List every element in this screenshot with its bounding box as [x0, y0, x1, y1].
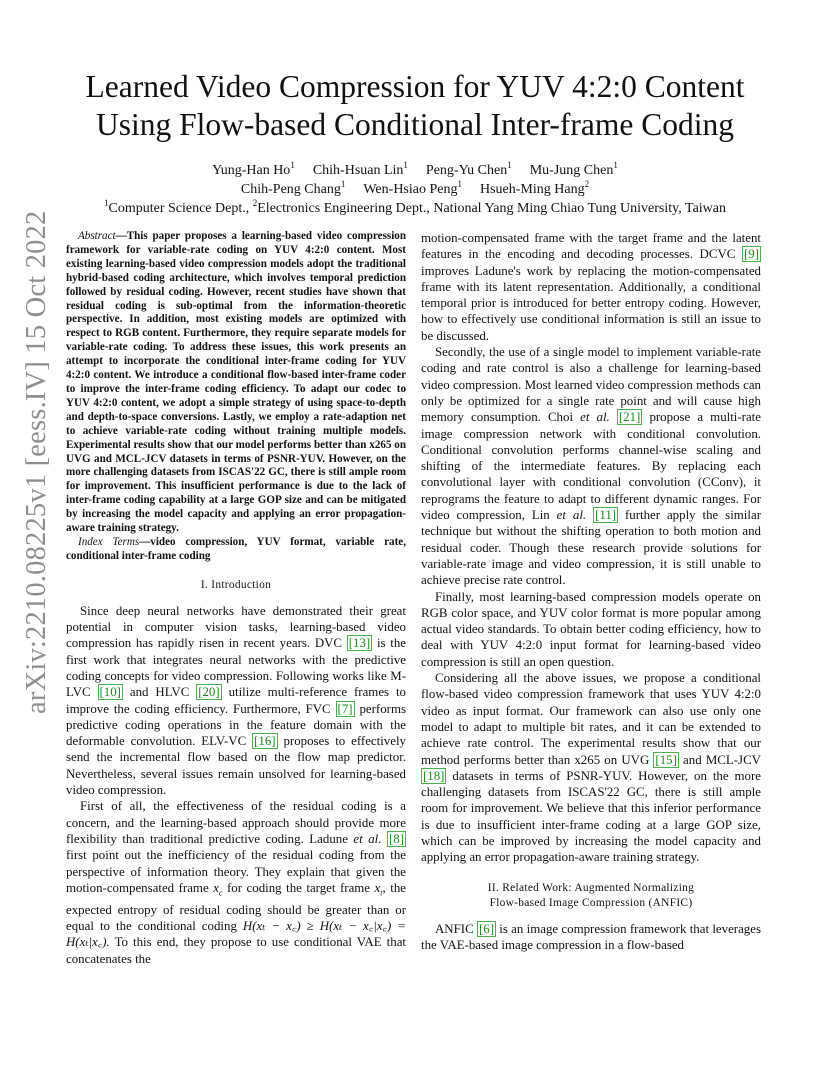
paragraph: Since deep neural networks have demonstrated their great potential in computer vision tasks, learning-based video compression has rapidly risen in recent years. DVC [13] is the first work that integrates neural networks with the predictive coding concepts for video compression. Following works like M-LVC [10] and HLVC [20] utilize multi-reference frames to improve the coding efficiency. Furthermore, FVC [7] performs predictive coding operations in the feature domain with the deformable convolution. ELV-VC [16] proposes to effectively send the incremental flow based on the flow map predictor. Nevertheless, several issues remain unsolved for learning-based video compression. [66, 603, 407, 798]
paper-title: Learned Video Compression for YUV 4:2:0 Content Using Flow-based Conditional Inter-frame Coding [85, 69, 745, 142]
paragraph: Considering all the above issues, we propose a conditional flow-based video compression framework that uses YUV 4:2:0 video as input format. Our framework can also use only one model to adapt to multiple bit rates, and it can be extended to achieve rate control. The experimental results show that our method performs better than x265 on UVG [15] and MCL-JCV [18] datasets in terms of PSNR-YUV. However, on the more challenging datasets from ISCAS'22 GC, there is still ample room for improvement. We believe that this inferior performance is due to insufficient inter-frame coding at a large GOP size, which can be improved by increasing the model capacity and applying an error propagation-aware training strategy. [421, 671, 761, 865]
author-name: Yung-Han Ho [212, 163, 291, 178]
paragraph: ANFIC [6] is an image compression framework that leverages the VAE-based image compression in a flow-based [421, 921, 761, 952]
citation-link[interactable]: [13] [348, 636, 371, 651]
citation-link[interactable]: [15] [655, 752, 677, 767]
right-column [421, 230, 761, 953]
author-name: Wen-Hsiao Peng [363, 182, 458, 197]
section-heading-introduction: I. Introduction [200, 578, 272, 591]
index-terms [66, 536, 406, 564]
math-xc: $x_c$ [213, 880, 223, 898]
affiliation-2: Electronics Engineering Dept., National Yang Ming Chiao Tung University, Taiwan [257, 201, 726, 216]
citation-link[interactable]: [11] [595, 508, 617, 523]
author-name: Chih-Hsuan Lin [312, 163, 404, 178]
affiliations: $^1$Computer Science Dept., $^2$Electronics Engineering Dept., National Yang Ming Chiao Tung University, Taiwan [104, 198, 726, 216]
paragraph: Finally, most learning-based compression models operate on RGB color space, and YUV color format is more popular among actual video standards. To obtain better coding efficiency, how to deal with YUV 4:2:0 input format for learning-based video compression is still an open question. [421, 589, 761, 669]
left-column [66, 230, 406, 967]
citation-link[interactable]: [7] [337, 701, 353, 716]
abstract-label: Abstract [78, 230, 116, 242]
index-terms-label: Index Terms [78, 535, 140, 548]
index-terms-text: —video compression, YUV format, variable rate, conditional inter-frame coding [66, 535, 406, 562]
abstract [66, 230, 406, 536]
author-name: Chih-Peng Chang [240, 182, 341, 197]
citation-link[interactable]: [20] [198, 685, 220, 700]
section-heading-related-work: II. Related Work: Augmented Normalizing Flow-based Image Compression (ANFIC) [487, 881, 695, 909]
equation: H(xₜ − x꜀) ≥ H(xₜ − x꜀|x꜀) = H(xₜ|x꜀). [66, 918, 406, 950]
author-name: Hsueh-Ming Hang [479, 182, 585, 197]
math-xt: $x_t$ [374, 880, 383, 898]
citation-link[interactable]: [6] [478, 921, 494, 936]
paragraph: First of all, the effectiveness of the residual coding is a concern, and the learning-based approach should provide more flexibility than traditional predictive coding. Ladune et al. [8] first point out the inefficiency of the residual coding from the perspective of information theory. They explain that given the motion-compensated frame $x_c$ for coding the target frame $x_t$, the expected entropy of residual coding should be greater than or equal to the conditional coding H(xₜ − x꜀) ≥ H(xₜ − x꜀|x꜀) = H(xₜ|x꜀). To this end, they propose to use conditional VAE that concatenates the [66, 799, 406, 966]
paragraph: Secondly, the use of a single model to implement variable-rate coding and rate control is also a challenge for learning-based video compression. Most learned video compression methods can only be optimized for a single rate point and will cause high memory consumption. Choi et al. [21] propose a multi-rate image compression network with conditional convolution. Conditional convolution performs channel-wise scaling and shifting of the intermediate features. By replacing each convolutional layer with conditional convolution (CConv), it reprograms the feature to adapt to different dynamic ranges. For video compression, Lin et al. [11] further apply the similar technique but without the shifting operation to both motion and residual coder. Though these research provide solutions for variable-rate image and video compression, it is still unable to achieve precise rate control. [421, 345, 761, 588]
citation-link[interactable]: [16] [254, 734, 276, 749]
abstract-text: —This paper proposes a learning-based video compression framework for variable-rate coding on YUV 4:2:0 content. Most existing learning-based video compression models adopt the traditional hybrid-based coding architecture, which involves temporal prediction followed by residual coding. However, recent studies have shown that residual coding is sub-optimal from the information-theoretic perspective. In addition, most existing models are optimized with respect to RGB content. Furthermore, they require separate models for variable-rate coding. To address these issues, this work presents an attempt to incorporate the conditional inter-frame coding for YUV 4:2:0 content. We introduce a conditional flow-based inter-frame coder to improve the inter-frame coding efficiency. To adapt our codec to YUV 4:2:0 content, we adopt a simple strategy of using space-to-depth and depth-to-space conversions. Lastly, we employ a rate-adaption net to achieve variable-rate coding without training multiple models. Experimental results show that our model performs better than x265 on UVG and MCL-JCV datasets in terms of PSNR-YUV. However, on the more challenging datasets from ISCAS'22 GC, there is still ample room for improvement. This insufficient performance is due to the lack of inter-frame coding capability at a large GOP size and can be mitigated by increasing the model capacity and applying an error propagation-aware training strategy. [66, 230, 406, 535]
affiliation-1: Computer Science Dept., [108, 201, 250, 216]
paragraph: motion-compensated frame with the target frame and the latent features in the encoding and decoding processes. DCVC [9] improves Ladune's work by replacing the motion-compensated frame with its latent representation. Additionally, a conditional temporal prior is introduced for better entropy coding. However, how to effectively use conditional information is still an issue to be discussed. [421, 231, 761, 343]
author-name: Mu-Jung Chen [529, 163, 614, 178]
author-name: Peng-Yu Chen [425, 163, 508, 178]
citation-link[interactable]: [9] [743, 247, 759, 262]
arxiv-identifier: arXiv:2210.08225v1 [eess.IV] 15 Oct 2022 [21, 210, 52, 714]
citation-link[interactable]: [21] [618, 410, 641, 425]
citation-link[interactable]: [8] [388, 831, 404, 846]
citation-link[interactable]: [18] [423, 768, 445, 783]
citation-link[interactable]: [10] [99, 685, 121, 700]
author-list: Yung-Han Ho$^1$ Chih-Hsuan Lin$^1$ Peng-Yu Chen$^1$ Mu-Jung Chen$^1$ Chih-Peng Chang$^1$ Wen-Hsiao Peng$^1$ Hsueh-Ming Hang$^2$ [212, 160, 618, 197]
